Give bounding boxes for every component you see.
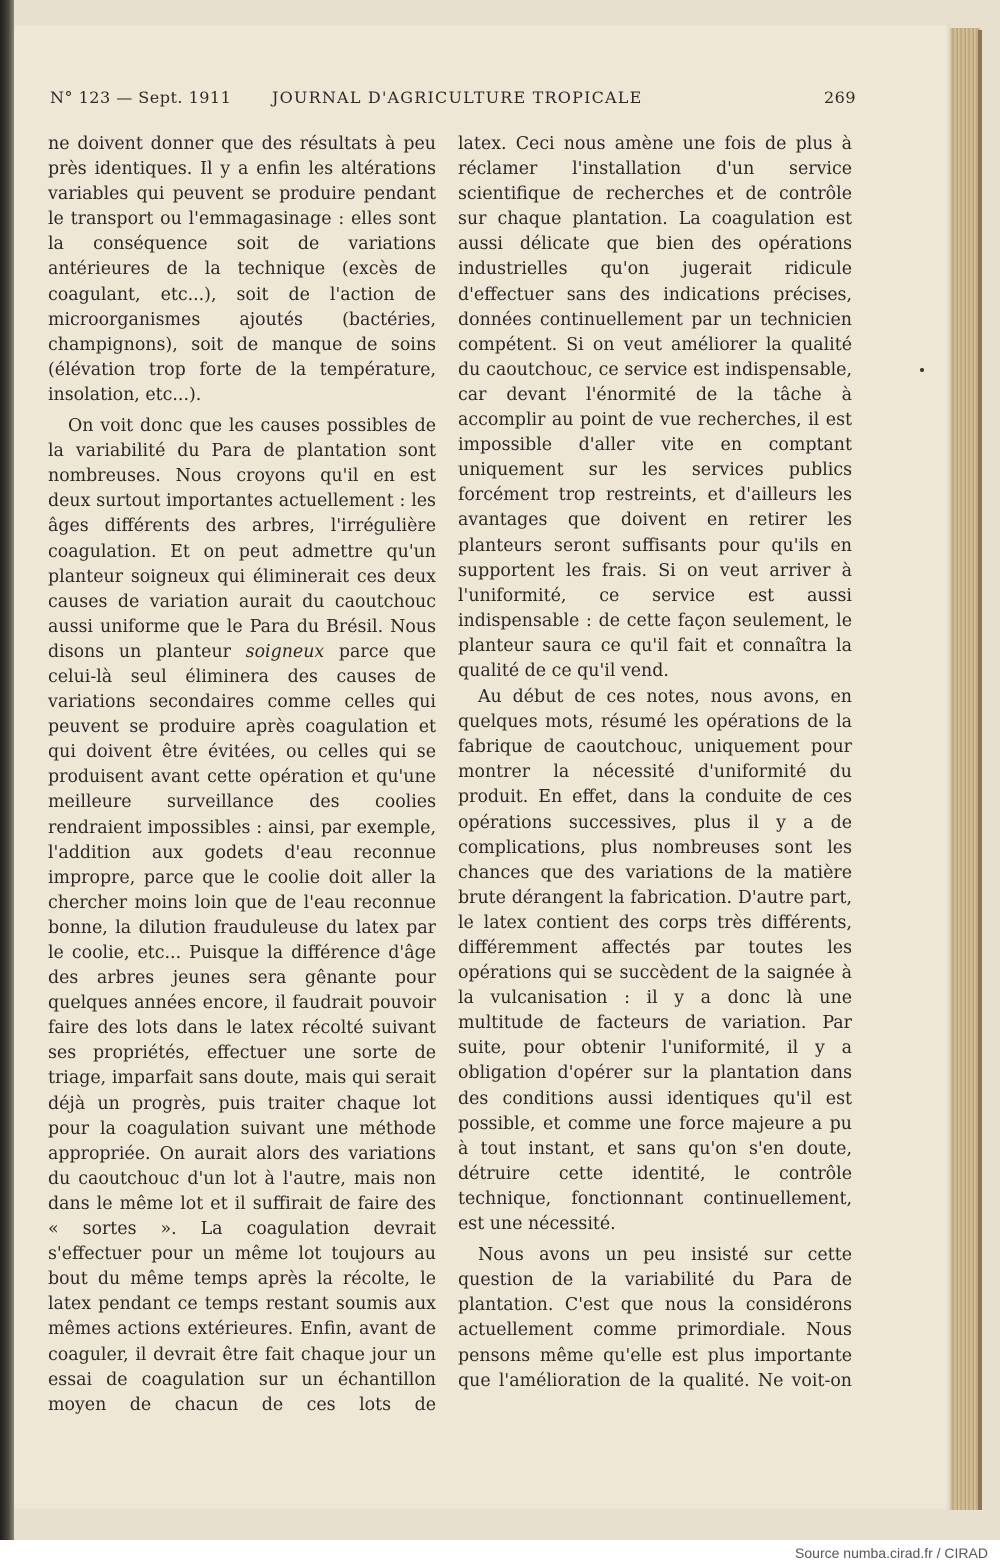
page-number: 269 — [823, 88, 856, 107]
emphasis-soigneux: soigneux — [245, 641, 325, 662]
right-paragraph-3: Nous avons un peu insisté sur cette question de la variabilité du Para de plantation. C'est que nous la considérons actuellement comme primordiale. Nous pensons même qu'elle est plus importante que l'amélioration de la qualité. Ne voit-on — [458, 1245, 852, 1391]
page-edges-shadow — [978, 30, 982, 1510]
margin-speck — [920, 368, 924, 372]
left-paragraph-1: ne doivent donner que des résultats à peu près identiques. Il y a enfin les altérations variables qui peuvent se produire pendant le transport ou l'emmagasinage : elles sont la conséquence soit de variations antérieures de la technique (excès de coagulant, etc...), soit de l'action de microorganismes ajoutés (bactéries, champignons), soit de manque de soins (élévation trop forte de la température, insolation, etc...). — [48, 134, 436, 405]
binding-shadow — [0, 0, 14, 1540]
left-paragraph-2-text-b: parce que celui-là seul éliminera des causes de variations secondaires comme celles qui peuvent se produire après coagulation et qui doivent être évitées, ou celles qui se produisent avant cette opération et qu'une meilleure surveillance des coolies rendraient impossibles : ainsi, par exemple, l'addition aux godets d'eau reconnue impropre, parce que le coolie doit aller la chercher moins loin que de l'eau reconnue bonne, la dilution frauduleuse du latex par le coolie, etc... Puisque la différence d'âge des arbres jeunes sera gênante pour quelques années encore, il faudrait pouvoir faire des lots dans le latex récolté suivant ses propriétés, effectuer une sorte de triage, imparfait sans doute, mais qui serait déjà un progrès, puis traiter chaque lot pour la coagulation suivant une méthode appropriée. On aurait alors des variations du caoutchouc d'un lot à l'autre, mais non dans le même lot et il suffirait de faire des « sortes ». La coagulation devrait s'effectuer pour un même lot toujours au bout du même temps après la récolte, le latex pendant ce temps restant soumis aux mêmes actions extérieures. Enfin, avant de coaguler, il devrait être fait chaque jour un essai de coagulation sur un échantillon moyen de chacun de ces lots de — [48, 641, 437, 1415]
issue-date: N° 123 — Sept. 1911 — [50, 88, 232, 107]
journal-title: JOURNAL D'AGRICULTURE TROPICALE — [272, 88, 643, 107]
running-head — [50, 88, 856, 114]
source-credit: Source numba.cirad.fr / CIRAD — [795, 1545, 988, 1561]
left-paragraph-2-text-a: On voit donc que les causes possibles de la variabilité du Para de plantation sont nombreuses. Nous croyons qu'il en est deux surtout importantes actuellement : les âges différents des arbres, l'irrégulière coagulation. Et on peut admettre qu'un planteur soigneux qui éliminerait ces deux causes de variation aurait du caoutchouc aussi uniforme que le Para du Brésil. Nous disons un planteur — [48, 416, 436, 662]
left-column — [48, 132, 436, 1418]
right-paragraph-1: latex. Ceci nous amène une fois de plus à réclamer l'installation d'un service scientifique de recherches et de contrôle sur chaque plantation. La coagulation est aussi délicate que bien des opérations industrielles qu'on jugerait ridicule d'effectuer sans des indications précises, données continuellement par un technicien compétent. Si on veut améliorer la qualité du caoutchouc, ce service est indispensable, car devant l'énormité de la tâche à accomplir au point de vue recherches, il est impossible d'aller vite en comptant uniquement sur les services publics forcément trop restreints, et d'ailleurs les avantages que doivent en retirer les planteurs seront suffisants pour qu'ils en supportent les frais. Si on veut arriver à l'uniformité, ce service est aussi indispensable : de cette façon seulement, le planteur saura ce qu'il fait et connaîtra la qualité de ce qu'il vend. — [458, 134, 852, 681]
page-edges — [950, 28, 980, 1510]
left-paragraph-2 — [48, 414, 436, 1418]
right-paragraph-2: Au début de ces notes, nous avons, en quelques mots, résumé les opérations de la fabrique de caoutchouc, uniquement pour montrer la nécessité d'uniformité du produit. En effet, dans la conduite de ces opérations successives, plus il y a de complications, plus nombreuses sont les chances que des variations de la matière brute dérangent la fabrication. D'autre part, le latex contient des corps très différents, différemment affectés par toutes les opérations qui se succèdent de la saignée à la vulcanisation : il y a donc là une multitude de facteurs de variation. Par suite, pour obtenir l'uniformité, il y a obligation d'opérer sur la plantation dans des conditions aussi identiques qu'il est possible, et comme une force majeure a pu à tout instant, et sans qu'on s'en doute, détruire cette identité, le contrôle technique, fonctionnant continuellement, est une nécessité. — [458, 687, 852, 1235]
right-column — [458, 132, 852, 1394]
